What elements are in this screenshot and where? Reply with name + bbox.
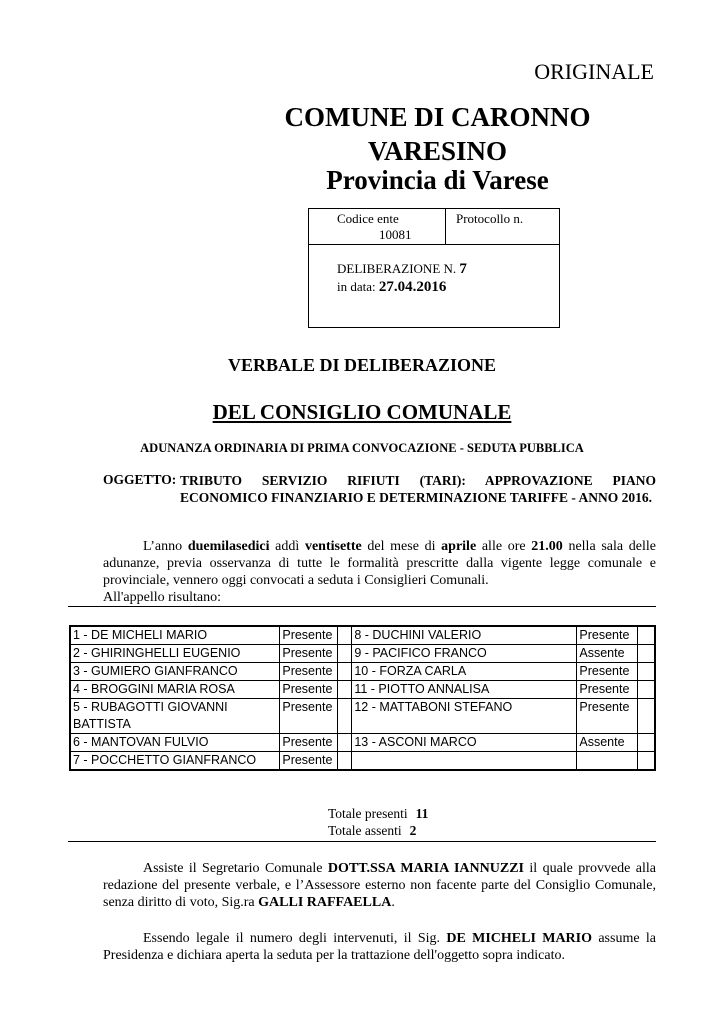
councillor-name: 6 - MANTOVAN FULVIO bbox=[70, 734, 280, 752]
divider-bottom bbox=[68, 841, 656, 842]
intro-text-1: L’anno bbox=[143, 539, 188, 554]
secretary-name: DOTT.SSA MARIA IANNUZZI bbox=[327, 861, 524, 876]
councillor-status: Assente bbox=[577, 734, 638, 752]
councillor-name: 4 - BROGGINI MARIA ROSA bbox=[70, 681, 280, 699]
presidency-paragraph bbox=[103, 930, 656, 964]
entity-code-value: 10081 bbox=[379, 227, 412, 242]
councillor-status: Presente bbox=[280, 734, 338, 752]
intro-month: aprile bbox=[441, 539, 477, 554]
councillor-status: Presente bbox=[577, 626, 638, 645]
spacer-cell bbox=[638, 645, 655, 663]
entity-code-cell bbox=[309, 209, 446, 244]
secretary-text-1: Assiste il Segretario Comunale bbox=[143, 861, 328, 876]
spacer-cell bbox=[638, 681, 655, 699]
intro-text-3: del mese di bbox=[361, 539, 442, 554]
spacer-cell bbox=[638, 699, 655, 734]
councillor-status: Presente bbox=[577, 699, 638, 734]
divider-top bbox=[68, 606, 656, 607]
councillor-name: 9 - PACIFICO FRANCO bbox=[352, 645, 577, 663]
resolution-number-label: DELIBERAZIONE N. bbox=[337, 261, 457, 276]
councillor-status: Assente bbox=[577, 645, 638, 663]
councillor-name: 2 - GHIRINGHELLI EUGENIO bbox=[70, 645, 280, 663]
session-type: ADUNANZA ORDINARIA DI PRIMA CONVOCAZIONE - SEDUTA PUBBLICA bbox=[140, 441, 584, 455]
resolution-date-label: in data: bbox=[337, 279, 376, 294]
municipality-name-line2: VARESINO bbox=[367, 136, 508, 166]
presidency-text-2: assume la Presidenza e dichiara aperta la seduta per la trattazione dell'oggetto sopra indicato. bbox=[103, 931, 656, 963]
resolution-number-value: 7 bbox=[459, 261, 467, 277]
secretary-text-3: . bbox=[391, 895, 395, 910]
president-name: DE MICHELI MARIO bbox=[446, 931, 593, 946]
attendance-row bbox=[70, 752, 655, 771]
roll-call-label: All'appello risultano: bbox=[103, 590, 222, 605]
minutes-title: VERBALE DI DELIBERAZIONE bbox=[227, 355, 497, 375]
councillor-name: 10 - FORZA CARLA bbox=[352, 663, 577, 681]
total-absent bbox=[328, 823, 416, 839]
subject-text: TRIBUTO SERVIZIO RIFIUTI (TARI): APPROVAZIONE PIANO ECONOMICO FINANZIARIO E DETERMINAZIONE TARIFFE - ANNO 2016. bbox=[180, 473, 656, 505]
spacer-cell bbox=[338, 752, 352, 771]
total-absent-label: Totale assenti bbox=[328, 823, 402, 838]
councillor-status: Presente bbox=[280, 626, 338, 645]
spacer-cell bbox=[638, 734, 655, 752]
protocol-label: Protocollo n. bbox=[456, 211, 524, 226]
attendance-table bbox=[69, 625, 656, 771]
intro-time: 21.00 bbox=[531, 539, 563, 554]
total-absent-value: 2 bbox=[409, 823, 417, 838]
councillor-name: 5 - RUBAGOTTI GIOVANNI BATTISTA bbox=[70, 699, 280, 734]
spacer-cell bbox=[638, 663, 655, 681]
entity-code-label: Codice ente bbox=[337, 211, 399, 226]
secretary-paragraph bbox=[103, 860, 656, 911]
councillor-name bbox=[352, 752, 577, 771]
secretary-text-2: il quale provvede alla redazione del presente verbale, e l’Assessore esterno non facente parte del Consiglio Comunale, senza diritto di voto, Sig.ra bbox=[103, 861, 656, 910]
assessor-name: GALLI RAFFAELLA bbox=[258, 895, 392, 910]
spacer-cell bbox=[638, 752, 655, 771]
councillor-name: 8 - DUCHINI VALERIO bbox=[352, 626, 577, 645]
resolution-number bbox=[337, 261, 467, 278]
spacer-cell bbox=[338, 663, 352, 681]
councillor-name: 1 - DE MICHELI MARIO bbox=[70, 626, 280, 645]
councillor-status: Presente bbox=[577, 663, 638, 681]
councillor-status: Presente bbox=[280, 752, 338, 771]
spacer-cell bbox=[338, 645, 352, 663]
total-present bbox=[328, 806, 428, 822]
councillor-status bbox=[577, 752, 638, 771]
resolution-date-value: 27.04.2016 bbox=[378, 279, 447, 295]
spacer-cell bbox=[338, 681, 352, 699]
councillor-name: 3 - GUMIERO GIANFRANCO bbox=[70, 663, 280, 681]
attendance-row bbox=[70, 626, 655, 645]
councillor-status: Presente bbox=[280, 681, 338, 699]
intro-paragraph bbox=[103, 538, 656, 589]
spacer-cell bbox=[338, 699, 352, 734]
attendance-row bbox=[70, 681, 655, 699]
registry-box bbox=[308, 208, 560, 328]
councillor-name: 12 - MATTABONI STEFANO bbox=[352, 699, 577, 734]
attendance-row bbox=[70, 663, 655, 681]
councillor-name: 11 - PIOTTO ANNALISA bbox=[352, 681, 577, 699]
registry-header-row bbox=[309, 209, 559, 245]
intro-text-4: alle ore bbox=[476, 539, 532, 554]
attendance-row bbox=[70, 699, 655, 734]
councillor-status: Presente bbox=[280, 663, 338, 681]
spacer-cell bbox=[338, 734, 352, 752]
total-present-label: Totale presenti bbox=[328, 806, 408, 821]
subject-label: OGGETTO: bbox=[103, 472, 177, 487]
total-present-value: 11 bbox=[415, 806, 429, 821]
councillor-status: Presente bbox=[577, 681, 638, 699]
resolution-date bbox=[337, 279, 446, 296]
spacer-cell bbox=[338, 626, 352, 645]
document-status-label: ORIGINALE bbox=[534, 59, 654, 84]
intro-text-5: nella sala delle adunanze, previa osservanza di tutte le formalità prescritte dalla vigente legge comunale e provinciale, vennero oggi convocati a seduta i Consiglieri Comunali. bbox=[103, 539, 656, 588]
council-title: DEL CONSIGLIO COMUNALE bbox=[212, 400, 512, 424]
municipality-name-line1: COMUNE DI CARONNO bbox=[284, 102, 591, 132]
presidency-text-1: Essendo legale il numero degli intervenuti, il Sig. bbox=[143, 931, 447, 946]
councillor-status: Presente bbox=[280, 645, 338, 663]
province-name: Provincia di Varese bbox=[326, 165, 549, 195]
intro-year: duemilasedici bbox=[187, 539, 270, 554]
attendance-row bbox=[70, 734, 655, 752]
councillor-status: Presente bbox=[280, 699, 338, 734]
councillor-name: 13 - ASCONI MARCO bbox=[352, 734, 577, 752]
intro-text-2: addì bbox=[269, 539, 305, 554]
spacer-cell bbox=[638, 626, 655, 645]
intro-day: ventisette bbox=[304, 539, 362, 554]
attendance-row bbox=[70, 645, 655, 663]
councillor-name: 7 - POCCHETTO GIANFRANCO bbox=[70, 752, 280, 771]
municipality-name bbox=[260, 100, 615, 168]
